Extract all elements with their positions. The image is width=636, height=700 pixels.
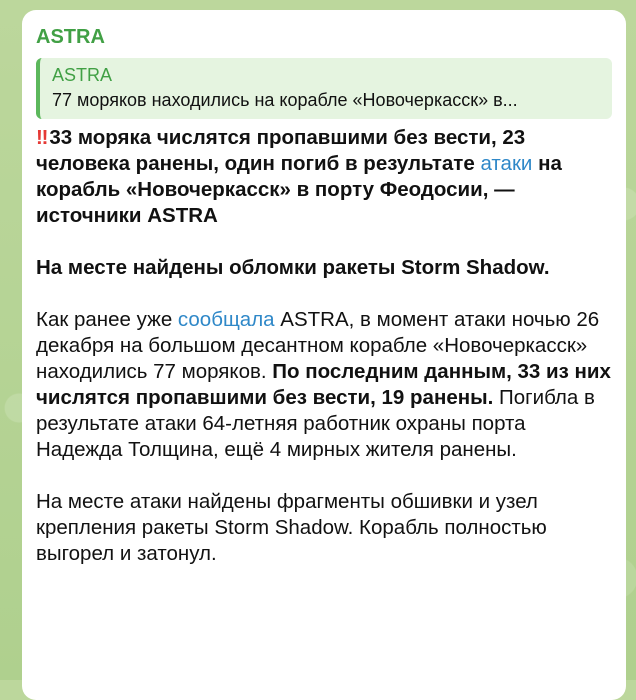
paragraph-1 xyxy=(36,125,612,229)
message-text xyxy=(36,125,612,567)
p3-text-a: Как ранее уже xyxy=(36,308,178,331)
p3-bold: По последним данным, 33 из них числятся пропавшими без вести, 19 ранены. xyxy=(36,360,611,409)
p3-text-b: ASTRA, в момент атаки ночью 26 декабря на большом десантном корабле «Новочеркасск» находились 77 моряков. xyxy=(36,308,600,383)
paragraph-2: На месте найдены обломки ракеты Storm Shadow. xyxy=(36,256,550,279)
double-exclamation-icon: ‼ xyxy=(36,126,46,149)
p1-text-a: 33 моряка числятся пропавшими без вести, 23 человека ранены, один погиб в результате xyxy=(36,126,526,175)
message-bubble xyxy=(22,10,626,700)
reply-sender: ASTRA xyxy=(52,65,113,85)
reply-quote[interactable] xyxy=(36,58,612,119)
link-attack[interactable]: атаки xyxy=(480,152,533,175)
reply-text: 77 моряков находились на корабле «Новочеркасск» в... xyxy=(52,90,518,110)
p1-text-b: на корабль «Новочеркасск» в порту Феодосии, — источники ASTRA xyxy=(36,152,562,227)
paragraph-4: На месте атаки найдены фрагменты обшивки и узел крепления ракеты Storm Shadow. Корабль полностью выгорел и затонул. xyxy=(36,490,547,565)
p3-text-c: Погибла в результате атаки 64-летняя работник охраны порта Надежда Толщина, ещё 4 мирных жителя ранены. xyxy=(36,386,595,461)
link-reported[interactable]: сообщала xyxy=(177,308,275,331)
sender-name[interactable]: ASTRA xyxy=(36,26,105,48)
paragraph-3 xyxy=(36,307,612,463)
